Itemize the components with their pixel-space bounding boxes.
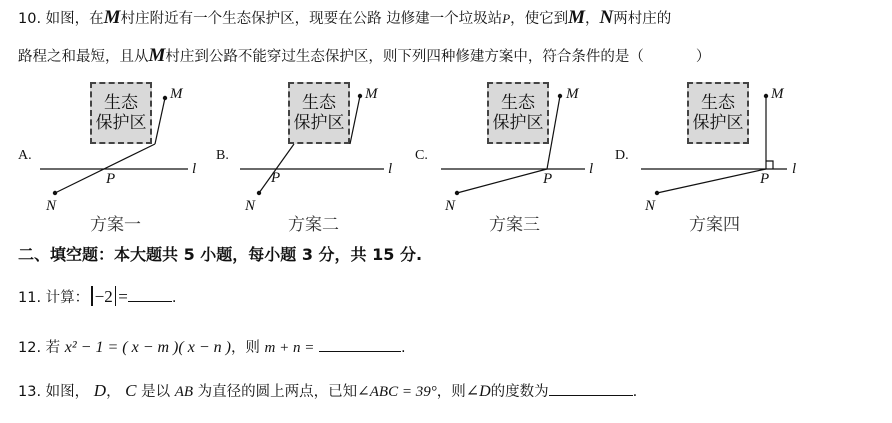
option-a-label: A. bbox=[18, 148, 32, 163]
village-m-label: M bbox=[103, 7, 121, 28]
protection-zone: 生态 保护区 bbox=[487, 82, 549, 144]
q10-line2: 路程之和最短，且从M村庄到公路不能穿过生态保护区，则下列四种修建方案中，符合条件的是（ ） bbox=[18, 45, 711, 66]
option-c-label: C. bbox=[415, 148, 428, 163]
option-b-label: B. bbox=[216, 148, 229, 163]
diagram-option-d: D. 生态 保护区 M P l N 方案四 bbox=[615, 80, 815, 235]
protection-zone: 生态 保护区 bbox=[288, 82, 350, 144]
option-d-caption: 方案四 bbox=[689, 215, 740, 234]
diagram-option-b: B. 生态 保护区 M P l N 方案二 bbox=[216, 80, 416, 235]
question-number: 11. bbox=[18, 290, 42, 306]
protection-zone: 生态 保护区 bbox=[687, 82, 749, 144]
answer-blank[interactable] bbox=[319, 337, 401, 352]
option-a-caption: 方案一 bbox=[90, 215, 141, 234]
q12-line: 12. 若 x² − 1 = ( x − m )( x − n )，则 m + n = . bbox=[18, 339, 406, 356]
diagram-option-c: C. 生态 保护区 M P l N 方案三 bbox=[415, 80, 615, 235]
answer-blank[interactable] bbox=[549, 381, 633, 396]
question-number: 10. bbox=[18, 11, 42, 27]
section-heading: 二、填空题：本大题共 5 小题，每小题 3 分，共 15 分. bbox=[18, 245, 423, 264]
question-number: 12. bbox=[18, 340, 42, 356]
diagram-option-a: A. 生态 保护区 M P l N 方案一 bbox=[18, 80, 218, 235]
answer-blank[interactable] bbox=[128, 287, 172, 302]
option-d-label: D. bbox=[615, 148, 629, 163]
option-b-caption: 方案二 bbox=[288, 215, 339, 234]
option-c-caption: 方案三 bbox=[489, 215, 540, 234]
q11-line: 11. 计算： −2 = . bbox=[18, 287, 177, 306]
protection-zone: 生态 保护区 bbox=[90, 82, 152, 144]
q10-line1: 10. 如图，在M村庄附近有一个生态保护区，现要在公路 边修建一个垃圾站P，使它到M，N两村庄的 bbox=[18, 7, 672, 28]
question-number: 13. bbox=[18, 384, 42, 400]
q13-line: 13. 如图， D， C 是以 AB 为直径的圆上两点，已知∠ABC = 39°，则∠D的度数为 . bbox=[18, 381, 638, 400]
